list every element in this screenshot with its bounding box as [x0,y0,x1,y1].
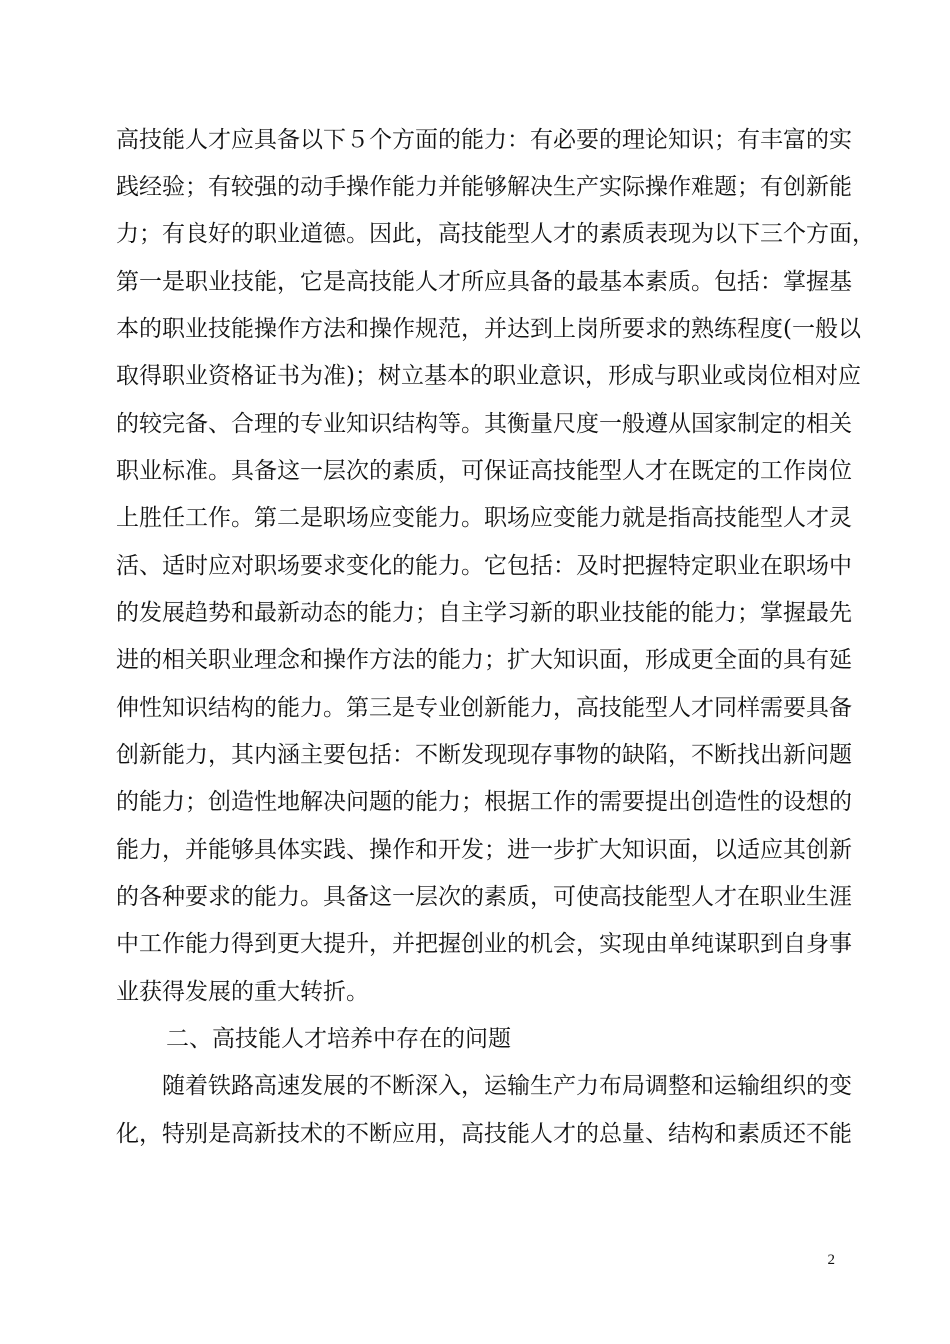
text-line: 业获得发展的重大转折。 [116,979,369,1005]
text-line: 随着铁路高速发展的不断深入，运输生产力布局调整和运输组织的变 [162,1073,852,1099]
text-line: 践经验；有较强的动手操作能力并能够解决生产实际操作难题；有创新能 [116,174,852,200]
text-line: 的各种要求的能力。具备这一层次的素质，可使高技能型人才在职业生涯 [116,884,852,910]
text-line: 中工作能力得到更大提升，并把握创业的机会，实现由单纯谋职到自身事 [116,931,852,957]
text-line: 创新能力，其内涵主要包括：不断发现现存事物的缺陷，不断找出新问题 [116,742,852,768]
text-line: 进的相关职业理念和操作方法的能力；扩大知识面，形成更全面的具有延 [116,647,852,673]
text-line: 高技能人才应具备以下５个方面的能力：有必要的理论知识；有丰富的实 [116,127,852,153]
text-line: 第一是职业技能，它是高技能人才所应具备的最基本素质。包括：掌握基 [116,269,852,295]
text-line: 取得职业资格证书为准)；树立基本的职业意识，形成与职业或岗位相对应 [116,363,861,389]
text-line: 上胜任工作。第二是职场应变能力。职场应变能力就是指高技能型人才灵 [116,505,852,531]
text-line: 活、适时应对职场要求变化的能力。它包括：及时把握特定职业在职场中 [116,553,852,579]
text-line: 本的职业技能操作方法和操作规范，并达到上岗所要求的熟练程度(一般以 [116,316,861,342]
text-line: 化，特别是高新技术的不断应用，高技能人才的总量、结构和素质还不能 [116,1121,852,1147]
text-line: 力；有良好的职业道德。因此，高技能型人才的素质表现为以下三个方面， [116,221,875,247]
text-line: 的能力；创造性地解决问题的能力；根据工作的需要提出创造性的设想的 [116,789,852,815]
text-line: 职业标准。具备这一层次的素质，可保证高技能型人才在既定的工作岗位 [116,458,852,484]
text-line: 伸性知识结构的能力。第三是专业创新能力，高技能型人才同样需要具备 [116,695,852,721]
page-number: 2 [827,1252,835,1268]
section-heading: 二、高技能人才培养中存在的问题 [166,1026,511,1052]
text-line: 能力，并能够具体实践、操作和开发；进一步扩大知识面，以适应其创新 [116,837,852,863]
text-line: 的发展趋势和最新动态的能力；自主学习新的职业技能的能力；掌握最先 [116,600,852,626]
text-line: 的较完备、合理的专业知识结构等。其衡量尺度一般遵从国家制定的相关 [116,411,852,437]
